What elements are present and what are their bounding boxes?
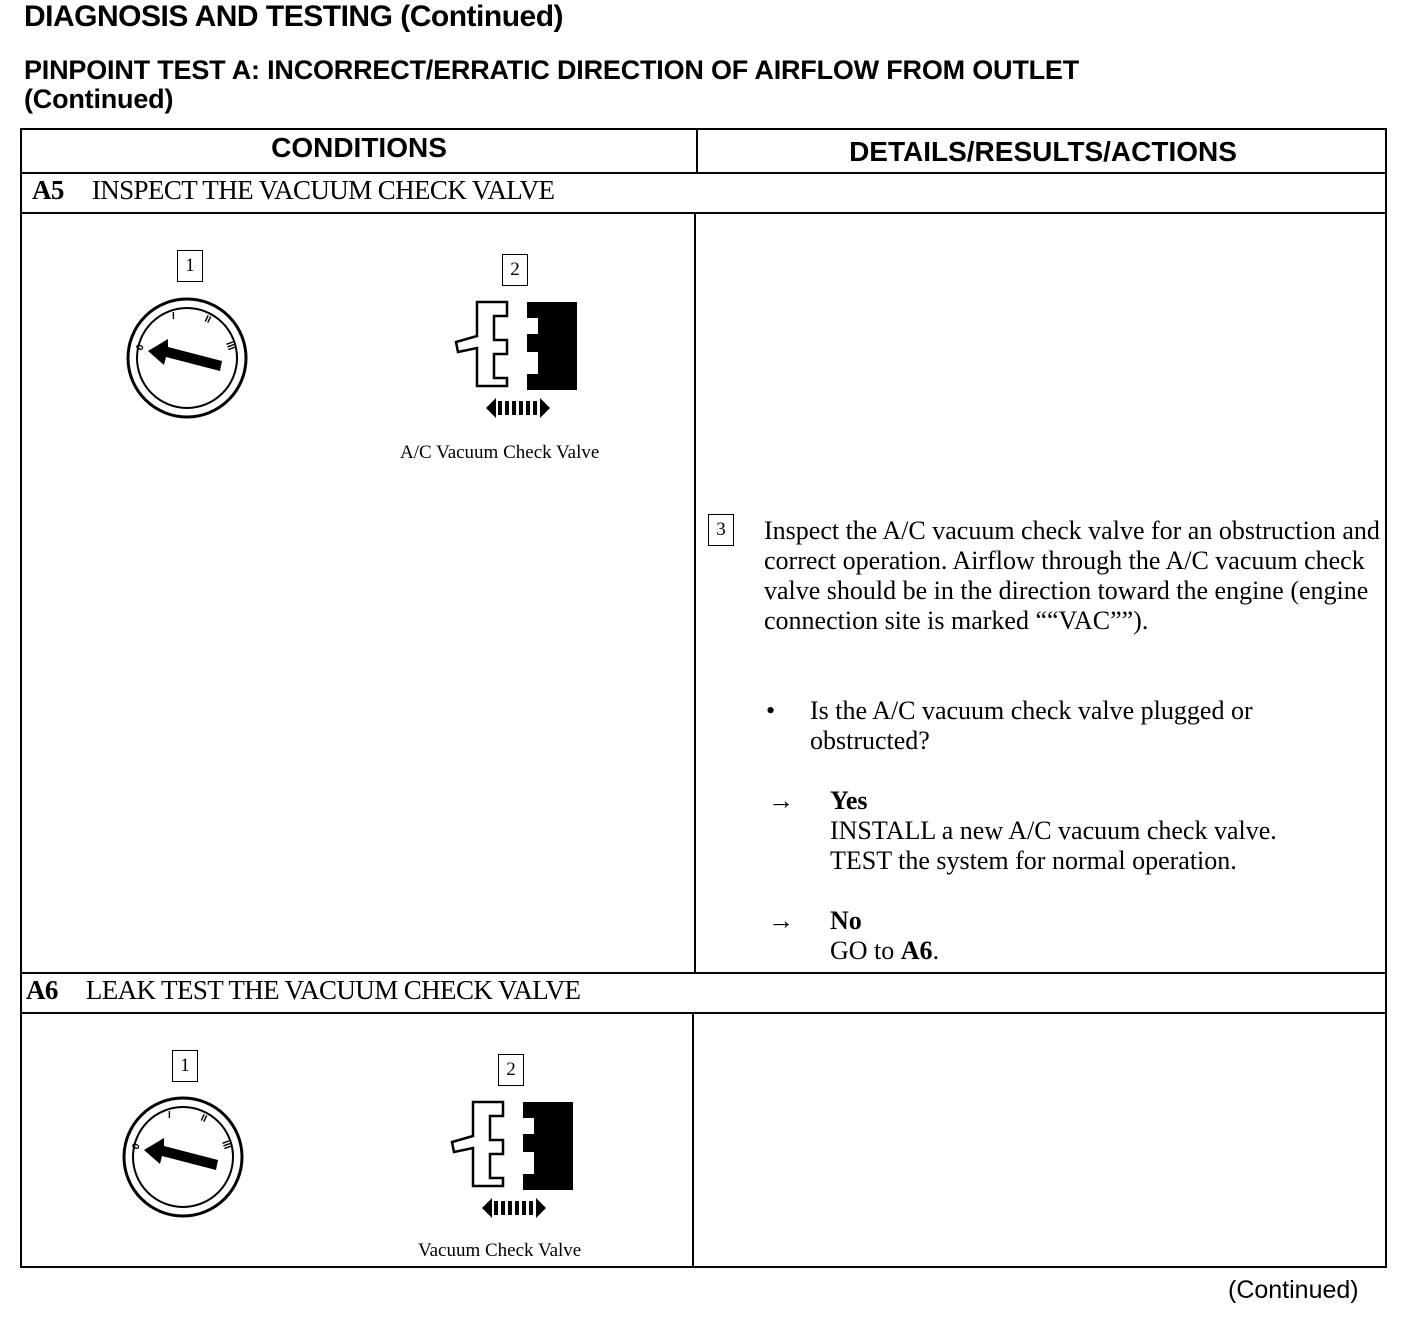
- no-action: [830, 936, 1380, 966]
- position-2-label: II: [202, 313, 213, 327]
- position-off-label: 0: [130, 1142, 143, 1152]
- no-label: No: [830, 906, 862, 935]
- position-3-label: III: [223, 340, 237, 352]
- figure-number-2: 2: [502, 254, 528, 286]
- figure-number-1: 1: [172, 1050, 198, 1082]
- continued-footer: (Continued): [1228, 1276, 1359, 1304]
- no-action-prefix: GO to: [830, 936, 895, 965]
- row-divider: [22, 1012, 1387, 1014]
- col-header-details: DETAILS/RESULTS/ACTIONS: [849, 136, 1237, 167]
- arrow-icon: →: [768, 906, 794, 935]
- figure-number-1: 1: [177, 250, 203, 282]
- position-2-label: II: [198, 1112, 209, 1126]
- subtitle-line-1: PINPOINT TEST A: INCORRECT/ERRATIC DIRECTION OF AIRFLOW FROM OUTLET: [24, 55, 1080, 85]
- step-a5-id: A5: [32, 175, 64, 205]
- ignition-switch-icon: [124, 295, 250, 421]
- ignition-switch-icon: [120, 1094, 246, 1220]
- yes-action-1: INSTALL a new A/C vacuum check valve.: [830, 816, 1277, 845]
- figure-caption: Vacuum Check Valve: [418, 1240, 582, 1261]
- figure-number-2: 2: [498, 1054, 524, 1086]
- column-divider: [694, 212, 696, 972]
- yes-action-2: TEST the system for normal operation.: [830, 846, 1237, 875]
- no-action-target: A6: [900, 936, 933, 965]
- yes-branch: [830, 786, 1380, 876]
- step-a6-id: A6: [26, 975, 58, 1005]
- row-divider: [22, 172, 1387, 174]
- pinpoint-test-table: [20, 128, 1387, 1268]
- header-divider: [696, 130, 698, 172]
- check-valve-icon: [452, 298, 582, 422]
- position-3-label: III: [219, 1139, 233, 1151]
- column-divider: [692, 1012, 694, 1268]
- step-a5-title: [32, 175, 554, 206]
- position-1-label: I: [172, 311, 175, 322]
- position-off-label: 0: [134, 343, 147, 353]
- arrow-icon: →: [768, 786, 794, 815]
- step-a6-title-text: LEAK TEST THE VACUUM CHECK VALVE: [85, 975, 581, 1005]
- no-branch: [830, 906, 1380, 966]
- detail-instruction: Inspect the A/C vacuum check valve for an obstruction and correct operation. Airflow through the A/C vacuum check valve should be in the direction toward the engine (engine connection site is marked ““VAC””).: [764, 516, 1380, 635]
- bullet: •: [766, 696, 776, 725]
- yes-label: Yes: [830, 786, 868, 815]
- subtitle-line-2: (Continued): [24, 84, 174, 114]
- page-subtitle: [24, 56, 1079, 114]
- question: Is the A/C vacuum check valve plugged or obstructed?: [810, 696, 1253, 755]
- position-1-label: I: [168, 1110, 171, 1121]
- row-divider: [22, 212, 1387, 214]
- no-action-suffix: .: [932, 936, 940, 965]
- step-a6-title: [26, 975, 580, 1006]
- detail-number-3: 3: [708, 514, 734, 546]
- page-title: DIAGNOSIS AND TESTING (Continued): [24, 0, 564, 33]
- check-valve-icon: [448, 1098, 578, 1222]
- step-a5-title-text: INSPECT THE VACUUM CHECK VALVE: [91, 175, 555, 205]
- col-header-conditions: CONDITIONS: [271, 132, 447, 163]
- figure-caption: A/C Vacuum Check Valve: [400, 442, 600, 463]
- row-divider: [22, 972, 1387, 974]
